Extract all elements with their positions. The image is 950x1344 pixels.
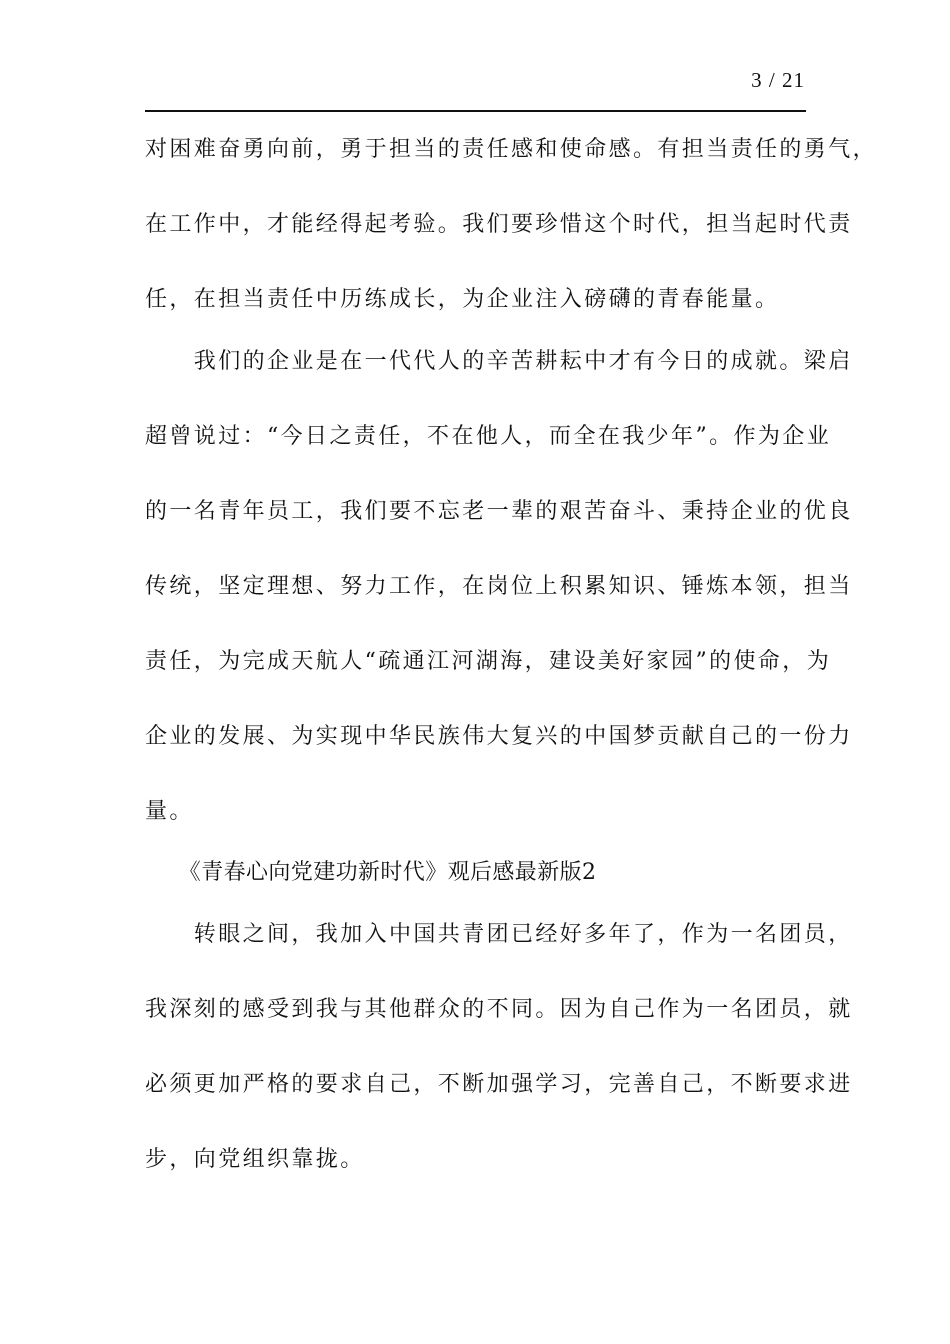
text-line: 传统，坚定理想、努力工作，在岗位上积累知识、锤炼本领，担当 (145, 574, 853, 599)
text-line: 必须更加严格的要求自己，不断加强学习，完善自己，不断要求进 (145, 1072, 853, 1097)
text-line: 步，向党组织靠拢。 (145, 1147, 365, 1172)
text-line: 量。 (145, 799, 194, 824)
text-line: 超曾说过：“今日之责任，不在他人，而全在我少年”。作为企业 (145, 424, 832, 449)
text-line: 我深刻的感受到我与其他群众的不同。因为自己作为一名团员，就 (145, 997, 853, 1022)
text-line: 我们的企业是在一代代人的辛苦耕耘中才有今日的成就。梁启 (145, 349, 853, 374)
text-line: 企业的发展、为实现中华民族伟大复兴的中国梦贡献自己的一份力 (145, 724, 853, 749)
text-line: 对困难奋勇向前，勇于担当的责任感和使命感。有担当责任的勇气， (145, 137, 878, 162)
text-line: 责任，为完成天航人“疏通江河湖海，建设美好家园”的使命，为 (145, 649, 832, 674)
text-line: 任，在担当责任中历练成长，为企业注入磅礴的青春能量。 (145, 287, 780, 312)
text-line: 的一名青年员工，我们要不忘老一辈的艰苦奋斗、秉持企业的优良 (145, 499, 853, 524)
text-line: 在工作中，才能经得起考验。我们要珍惜这个时代，担当起时代责 (145, 212, 853, 237)
page-number: 3 / 21 (751, 68, 805, 92)
section-heading: 《青春心向党建功新时代》观后感最新版2 (145, 860, 597, 885)
text-line: 转眼之间，我加入中国共青团已经好多年了，作为一名团员， (145, 922, 853, 947)
header-divider (145, 110, 806, 112)
